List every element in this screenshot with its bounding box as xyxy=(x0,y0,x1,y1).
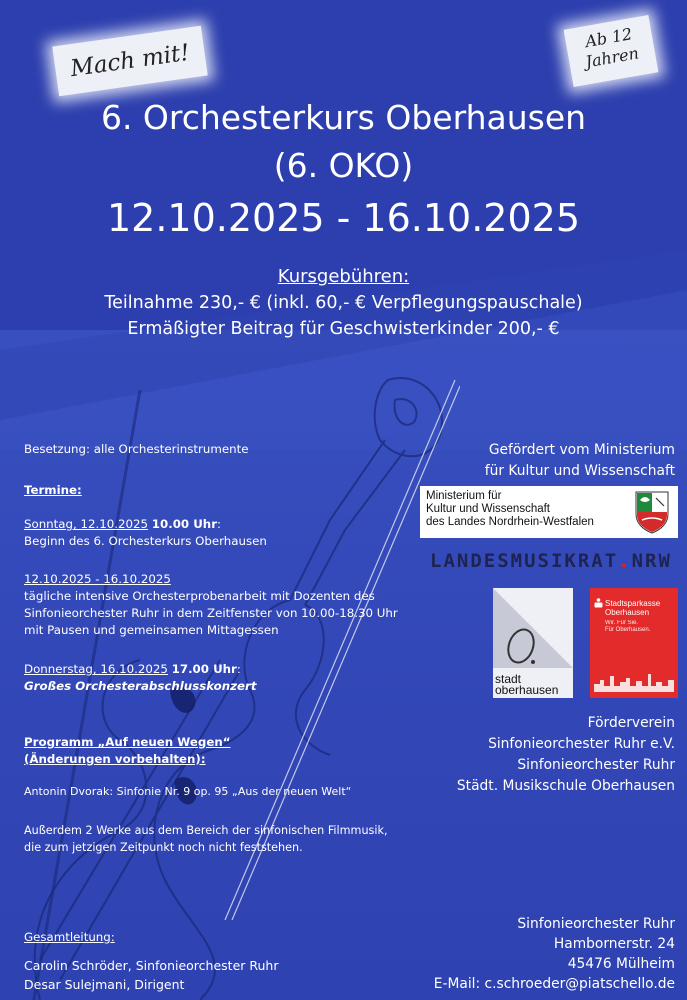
landesmusikrat-logo xyxy=(430,550,678,572)
skyline-icon xyxy=(594,670,674,692)
besetzung: Besetzung: alle Orchesterinstrumente xyxy=(24,442,249,456)
programm-extra xyxy=(24,822,388,856)
partners-text xyxy=(457,713,675,797)
partners-line-2: Sinfonieorchester Ruhr e.V. xyxy=(488,736,675,752)
leitung-heading: Gesamtleitung: xyxy=(24,930,115,944)
sticker-mach-mit-text: Mach mit! xyxy=(68,39,192,83)
termin-1-desc: Beginn des 6. Orchesterkurs Oberhausen xyxy=(24,534,267,548)
sparkasse-line-1: Stadtsparkasse xyxy=(605,599,661,608)
programm-extra-2: die zum jetzigen Zeitpunkt noch nicht feststehen. xyxy=(24,841,303,854)
stadt-oberhausen-line-1: stadt xyxy=(495,672,522,686)
sponsor-line-1: Gefördert vom Ministerium xyxy=(488,442,675,458)
ministry-logo-line-1: Ministerium für xyxy=(426,490,502,502)
sponsor-text xyxy=(485,440,675,482)
leitung-1: Carolin Schröder, Sinfonieorchester Ruhr xyxy=(24,958,279,973)
contact-line-3: 45476 Mülheim xyxy=(567,956,675,972)
termin-1-date: Sonntag, 12.10.2025 xyxy=(24,517,149,531)
ministry-logo xyxy=(420,486,678,538)
sparkasse-name xyxy=(605,599,660,617)
programm-item: Antonin Dvorak: Sinfonie Nr. 9 op. 95 „Aus der neuen Welt“ xyxy=(24,785,352,798)
contact-block xyxy=(434,914,675,994)
programm-extra-1: Außerdem 2 Werke aus dem Bereich der sinfonischen Filmmusik, xyxy=(24,824,388,837)
termin-1 xyxy=(24,516,267,550)
course-abbreviation: (6. OKO) xyxy=(273,146,414,185)
sticker-age-line1: Ab 12 xyxy=(583,24,634,52)
partners-line-4: Städt. Musikschule Oberhausen xyxy=(456,778,675,794)
ministry-logo-line-2: Kultur und Wissenschaft xyxy=(426,503,551,515)
oberhausen-o-icon xyxy=(493,588,573,668)
landesmusikrat-text: LANDESMUSIKRAT xyxy=(430,550,619,572)
termine-heading: Termine: xyxy=(24,483,82,497)
fees-heading: Kursgebühren: xyxy=(277,266,410,287)
sparkasse-logo xyxy=(590,588,678,698)
termin-3-time: 17.00 Uhr xyxy=(171,662,237,676)
sparkasse-slogan-1: Wir. Für Sie. xyxy=(605,620,639,626)
sparkasse-slogan-2: Für Oberhausen. xyxy=(605,627,651,633)
termin-3-date: Donnerstag, 16.10.2025 xyxy=(24,662,168,676)
partners-line-3: Sinfonieorchester Ruhr xyxy=(517,757,675,773)
sticker-mach-mit xyxy=(52,26,207,96)
landesmusikrat-dot: . xyxy=(618,550,632,572)
termin-3 xyxy=(24,661,257,695)
leitung-2: Desar Sulejmani, Dirigent xyxy=(24,977,185,992)
contact-line-1: Sinfonieorchester Ruhr xyxy=(517,916,675,932)
termin-2-desc-1: tägliche intensive Orchesterprobenarbeit mit Dozenten des xyxy=(24,589,375,603)
partners-line-1: Förderverein xyxy=(587,715,675,731)
contact-email: E-Mail: c.schroeder@piatschello.de xyxy=(433,976,675,992)
termin-2-desc-2: Sinfonieorchester Ruhr in dem Zeitfenster von 10.00-18.30 Uhr xyxy=(24,606,398,620)
sparkasse-s-icon xyxy=(594,598,603,608)
course-title: 6. Orchesterkurs Oberhausen xyxy=(100,98,587,137)
sponsor-line-2: für Kultur und Wissenschaft xyxy=(484,463,675,479)
termin-2-date: 12.10.2025 - 16.10.2025 xyxy=(24,572,171,586)
stadt-oberhausen-line-2: oberhausen xyxy=(495,683,559,697)
stadt-oberhausen-text xyxy=(495,674,558,696)
sticker-age xyxy=(564,15,659,87)
programm-heading-2: (Änderungen vorbehalten): xyxy=(24,752,206,766)
sparkasse-line-2: Oberhausen xyxy=(605,608,650,617)
leitung xyxy=(24,956,278,994)
termin-2-desc-3: mit Pausen und gemeinsamen Mittagessen xyxy=(24,623,279,637)
termin-2 xyxy=(24,571,398,639)
stadt-oberhausen-logo xyxy=(493,588,573,698)
ministry-logo-line-3: des Landes Nordrhein-Westfalen xyxy=(426,516,594,528)
landesmusikrat-suffix: NRW xyxy=(631,550,672,572)
programm-heading xyxy=(24,734,231,768)
sparkasse-slogan xyxy=(605,620,650,634)
nrw-crest-icon xyxy=(632,490,672,534)
termin-3-desc: Großes Orchesterabschlusskonzert xyxy=(24,679,257,693)
contact-line-2: Hambornerstr. 24 xyxy=(553,936,675,952)
termin-1-time: 10.00 Uhr xyxy=(151,517,218,531)
programm-heading-1: Programm „Auf neuen Wegen“ xyxy=(24,735,231,749)
course-dates: 12.10.2025 - 16.10.2025 xyxy=(106,196,580,240)
fees-line-2: Ermäßigter Beitrag für Geschwisterkinder 200,- € xyxy=(127,319,560,339)
termin-1-colon: : xyxy=(217,517,221,531)
fees-line-1: Teilnahme 230,- € (inkl. 60,- € Verpflegungspauschale) xyxy=(104,293,583,313)
termin-3-colon: : xyxy=(236,662,241,676)
sticker-age-line2: Jahren xyxy=(584,43,641,72)
